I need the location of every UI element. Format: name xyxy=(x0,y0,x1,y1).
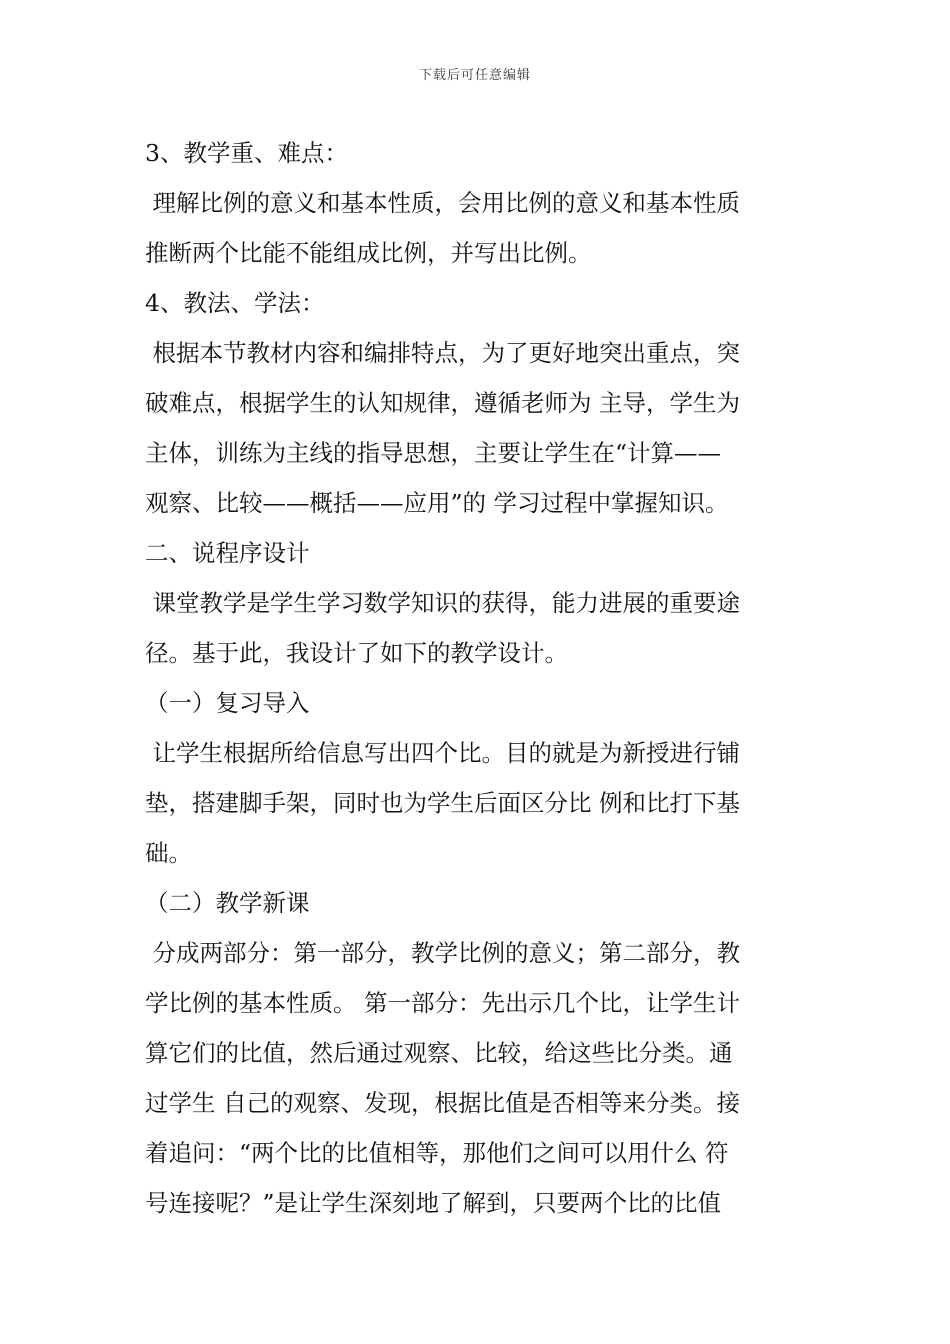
section-heading: 4、教法、学法： xyxy=(145,289,325,317)
paragraph-line: 根据本节教材内容和编排特点，为了更好地突出重点，突 xyxy=(145,339,740,367)
page-header: 下载后可任意编辑 xyxy=(418,68,531,83)
subsection-heading: （一）复习导入 xyxy=(145,689,310,717)
paragraph-line: 破难点，根据学生的认知规律，遵循老师为 主导，学生为 xyxy=(145,389,740,417)
document-body xyxy=(145,128,807,1228)
paragraph-line: 算它们的比值，然后通过观察、比较，给这些比分类。通 xyxy=(145,1039,733,1067)
paragraph-line: 过学生 自己的观察、发现，根据比值是否相等来分类。接 xyxy=(145,1089,740,1117)
paragraph-line: 学比例的基本性质。 第一部分：先出示几个比，让学生计 xyxy=(145,989,740,1017)
paragraph-line: 号连接呢？”是让学生深刻地了解到，只要两个比的比值 xyxy=(145,1189,722,1217)
section-heading: 3、教学重、难点： xyxy=(145,139,348,167)
paragraph-line: 径。基于此，我设计了如下的教学设计。 xyxy=(145,639,568,667)
paragraph-line: 观察、比较——概括——应用”的 学习过程中掌握知识。 xyxy=(145,489,729,517)
paragraph-line: 着追问：“两个比的比值相等，那他们之间可以用什么 符 xyxy=(145,1139,729,1167)
paragraph-line: 课堂教学是学生学习数学知识的获得，能力进展的重要途 xyxy=(145,589,740,617)
section-heading: 二、说程序设计 xyxy=(145,539,310,567)
paragraph-line: 推断两个比能不能组成比例，并写出比例。 xyxy=(145,239,592,267)
paragraph-line: 础。 xyxy=(145,839,192,867)
paragraph-line: 分成两部分：第一部分，教学比例的意义；第二部分，教 xyxy=(145,939,740,967)
paragraph-line: 垫，搭建脚手架，同时也为学生后面区分比 例和比打下基 xyxy=(145,789,740,817)
paragraph-line: 主体，训练为主线的指导思想，主要让学生在“计算—— xyxy=(145,439,722,467)
subsection-heading: （二）教学新课 xyxy=(145,889,310,917)
paragraph-line: 理解比例的意义和基本性质，会用比例的意义和基本性质 xyxy=(145,189,740,217)
paragraph-line: 让学生根据所给信息写出四个比。目的就是为新授进行铺 xyxy=(145,739,740,767)
